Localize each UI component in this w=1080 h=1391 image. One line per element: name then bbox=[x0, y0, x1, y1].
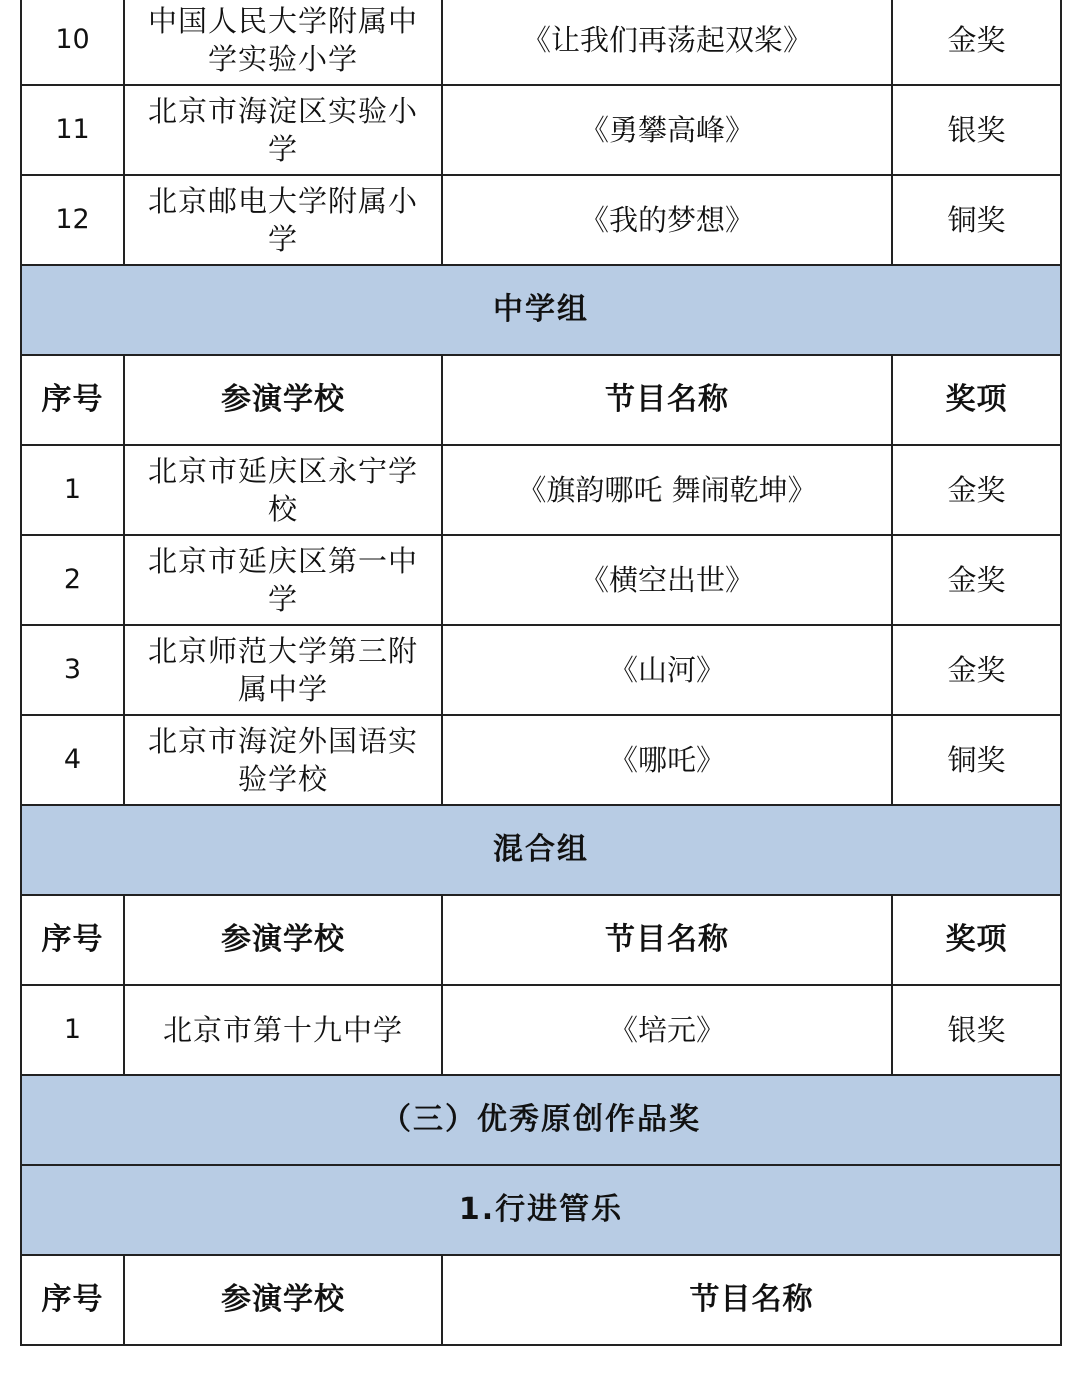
award-cell: 铜奖 bbox=[892, 175, 1061, 265]
program-cell: 《哪吒》 bbox=[442, 715, 892, 805]
table-row bbox=[21, 445, 1061, 535]
program-cell: 《旗韵哪吒 舞闹乾坤》 bbox=[442, 445, 892, 535]
award-cell: 铜奖 bbox=[892, 715, 1061, 805]
group-header-mixed bbox=[21, 805, 1061, 895]
table-row bbox=[21, 535, 1061, 625]
seq-cell: 11 bbox=[21, 85, 124, 175]
group-title: 中学组 bbox=[21, 265, 1061, 355]
subsection-header bbox=[21, 1165, 1061, 1255]
header-award: 奖项 bbox=[892, 895, 1061, 985]
header-school: 参演学校 bbox=[124, 1255, 442, 1345]
school-cell: 北京市延庆区永宁学校 bbox=[124, 445, 442, 535]
program-cell: 《让我们再荡起双桨》 bbox=[442, 0, 892, 85]
header-school: 参演学校 bbox=[124, 355, 442, 445]
table-row bbox=[21, 85, 1061, 175]
column-header-row bbox=[21, 355, 1061, 445]
table-row bbox=[21, 715, 1061, 805]
school-cell: 北京邮电大学附属小学 bbox=[124, 175, 442, 265]
group-title: 混合组 bbox=[21, 805, 1061, 895]
award-cell: 金奖 bbox=[892, 0, 1061, 85]
school-cell: 北京师范大学第三附属中学 bbox=[124, 625, 442, 715]
program-cell: 《我的梦想》 bbox=[442, 175, 892, 265]
table-row bbox=[21, 0, 1061, 85]
program-cell: 《勇攀高峰》 bbox=[442, 85, 892, 175]
school-cell: 北京市海淀外国语实验学校 bbox=[124, 715, 442, 805]
award-cell: 金奖 bbox=[892, 625, 1061, 715]
header-school: 参演学校 bbox=[124, 895, 442, 985]
awards-table bbox=[20, 0, 1062, 1346]
seq-cell: 4 bbox=[21, 715, 124, 805]
table-row bbox=[21, 985, 1061, 1075]
program-cell: 《横空出世》 bbox=[442, 535, 892, 625]
header-program: 节目名称 bbox=[442, 895, 892, 985]
table-row bbox=[21, 625, 1061, 715]
seq-cell: 1 bbox=[21, 985, 124, 1075]
program-cell: 《山河》 bbox=[442, 625, 892, 715]
header-seq: 序号 bbox=[21, 355, 124, 445]
school-cell: 北京市海淀区实验小学 bbox=[124, 85, 442, 175]
table-row bbox=[21, 175, 1061, 265]
seq-cell: 2 bbox=[21, 535, 124, 625]
school-cell: 北京市第十九中学 bbox=[124, 985, 442, 1075]
award-cell: 银奖 bbox=[892, 985, 1061, 1075]
subsection-title: 1.行进管乐 bbox=[21, 1165, 1061, 1255]
column-header-row bbox=[21, 895, 1061, 985]
group-header-middle bbox=[21, 265, 1061, 355]
header-seq: 序号 bbox=[21, 895, 124, 985]
column-header-row bbox=[21, 1255, 1061, 1345]
header-seq: 序号 bbox=[21, 1255, 124, 1345]
section-header bbox=[21, 1075, 1061, 1165]
header-program: 节目名称 bbox=[442, 355, 892, 445]
school-cell: 中国人民大学附属中学实验小学 bbox=[124, 0, 442, 85]
seq-cell: 3 bbox=[21, 625, 124, 715]
section-title: （三）优秀原创作品奖 bbox=[21, 1075, 1061, 1165]
award-cell: 银奖 bbox=[892, 85, 1061, 175]
header-award: 奖项 bbox=[892, 355, 1061, 445]
school-cell: 北京市延庆区第一中学 bbox=[124, 535, 442, 625]
award-cell: 金奖 bbox=[892, 445, 1061, 535]
seq-cell: 10 bbox=[21, 0, 124, 85]
award-cell: 金奖 bbox=[892, 535, 1061, 625]
seq-cell: 1 bbox=[21, 445, 124, 535]
header-program: 节目名称 bbox=[442, 1255, 1061, 1345]
seq-cell: 12 bbox=[21, 175, 124, 265]
program-cell: 《培元》 bbox=[442, 985, 892, 1075]
